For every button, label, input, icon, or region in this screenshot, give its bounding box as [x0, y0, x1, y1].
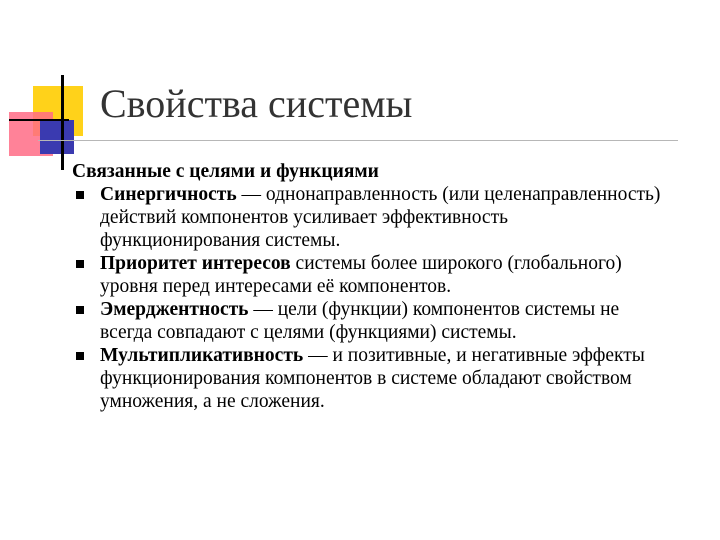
slide-title: Свойства системы [100, 81, 413, 126]
list-item [72, 183, 672, 252]
list-item [72, 298, 672, 344]
slide-content [72, 160, 672, 413]
item-text: — и позитивные, и негативные эффекты функционирования компонентов в системе обладают свойством умножения, а не сложения. [100, 345, 645, 412]
item-term: Приоритет интересов [100, 253, 291, 274]
item-term: Эмерджентность [100, 299, 249, 320]
square-bullet-icon [76, 260, 84, 268]
property-list [72, 183, 672, 413]
decorative-horizontal-line [9, 119, 69, 121]
square-bullet-icon [76, 306, 84, 314]
section-subtitle: Связанные с целями и функциями [72, 161, 379, 182]
item-text: — однонаправленность (или целенаправленность) действий компонентов усиливает эффективность функционирования системы. [100, 184, 661, 251]
list-item [72, 344, 672, 413]
square-bullet-icon [76, 191, 84, 199]
item-term: Мультипликативность [100, 345, 304, 366]
item-text: — цели (функции) компонентов системы не всегда совпадают с целями (функциями) системы. [100, 299, 620, 343]
decorative-vertical-line [61, 75, 64, 170]
item-term: Синергичность [100, 184, 237, 205]
square-bullet-icon [76, 352, 84, 360]
title-divider [38, 140, 678, 141]
list-item [72, 252, 672, 298]
item-text: системы более широкого (глобального) уровня перед интересами её компонентов. [100, 253, 622, 297]
decorative-blue-square [40, 120, 74, 154]
